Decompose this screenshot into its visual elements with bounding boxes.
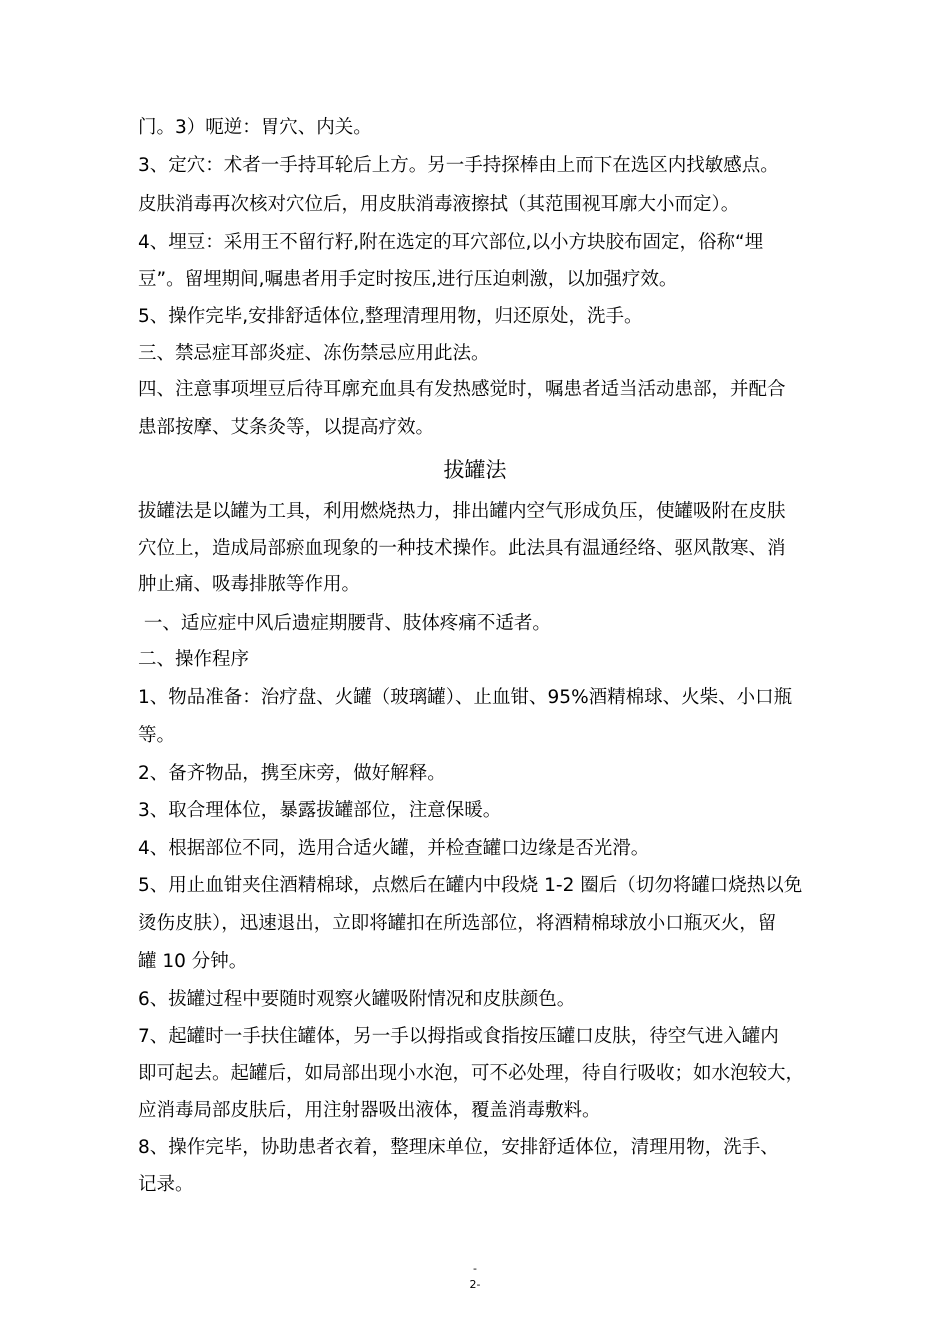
body-line: 3、定穴：术者一手持耳轮后上方。另一手持探棒由上而下在选区内找敏感点。 xyxy=(138,155,779,176)
body-line: 三、禁忌症耳部炎症、冻伤禁忌应用此法。 xyxy=(138,343,490,364)
body-line: 豆”。留埋期间,嘱患者用手定时按压,进行压迫刺激，以加强疗效。 xyxy=(138,269,678,290)
body-line: 即可起去。起罐后，如局部出现小水泡，可不必处理，待自行吸收；如水泡较大， xyxy=(138,1063,805,1084)
body-line: 肿止痛、吸毒排脓等作用。 xyxy=(138,574,361,595)
section-title: 拔罐法 xyxy=(443,458,507,482)
body-line: 等。 xyxy=(138,725,176,746)
body-line: 门。3）呃逆：胃穴、内关。 xyxy=(138,117,372,138)
footer-dash: - xyxy=(473,1262,477,1275)
body-line: 记录。 xyxy=(138,1174,194,1195)
body-line: 5、用止血钳夹住酒精棉球，点燃后在罐内中段烧 1-2 圈后（切勿将罐口烧热以免 xyxy=(138,875,803,896)
body-line: 烫伤皮肤），迅速退出，立即将罐扣在所选部位，将酒精棉球放小口瓶灭火，留 xyxy=(138,913,777,934)
body-line: 6、拔罐过程中要随时观察火罐吸附情况和皮肤颜色。 xyxy=(138,989,576,1010)
body-line: 4、根据部位不同，选用合适火罐，并检查罐口边缘是否光滑。 xyxy=(138,838,650,859)
body-line: 5、操作完毕,安排舒适体位,整理清理用物，归还原处，洗手。 xyxy=(138,306,643,327)
body-line: 罐 10 分钟。 xyxy=(138,951,248,972)
body-line: 拔罐法是以罐为工具，利用燃烧热力，排出罐内空气形成负压，使罐吸附在皮肤 xyxy=(138,501,786,522)
body-line: 7、起罐时一手扶住罐体，另一手以拇指或食指按压罐口皮肤，待空气进入罐内 xyxy=(138,1026,779,1047)
body-line: 4、埋豆：采用王不留行籽,附在选定的耳穴部位,以小方块胶布固定，俗称“埋 xyxy=(138,232,764,253)
body-line: 8、操作完毕，协助患者衣着，整理床单位，安排舒适体位，清理用物，洗手、 xyxy=(138,1137,779,1158)
body-line: 皮肤消毒再次核对穴位后，用皮肤消毒液擦拭（其范围视耳廓大小而定）。 xyxy=(138,194,740,215)
body-line: 一、适应症中风后遗症期腰背、肢体疼痛不适者。 xyxy=(138,613,551,634)
body-line: 四、注意事项埋豆后待耳廓充血具有发热感觉时，嘱患者适当活动患部，并配合 xyxy=(138,379,786,400)
page-number: 2- xyxy=(469,1278,481,1291)
body-line: 患部按摩、艾条灸等，以提高疗效。 xyxy=(138,417,435,438)
body-line: 应消毒局部皮肤后，用注射器吸出液体，覆盖消毒敷料。 xyxy=(138,1100,601,1121)
body-line: 穴位上，造成局部瘀血现象的一种技术操作。此法具有温通经络、驱风散寒、消 xyxy=(138,538,786,559)
body-line: 3、取合理体位，暴露拔罐部位，注意保暖。 xyxy=(138,800,502,821)
body-line: 2、备齐物品，携至床旁，做好解释。 xyxy=(138,763,446,784)
body-line: 1、物品准备：治疗盘、火罐（玻璃罐）、止血钳、95%酒精棉球、火柴、小口瓶 xyxy=(138,687,793,708)
body-line: 二、操作程序 xyxy=(138,649,250,670)
